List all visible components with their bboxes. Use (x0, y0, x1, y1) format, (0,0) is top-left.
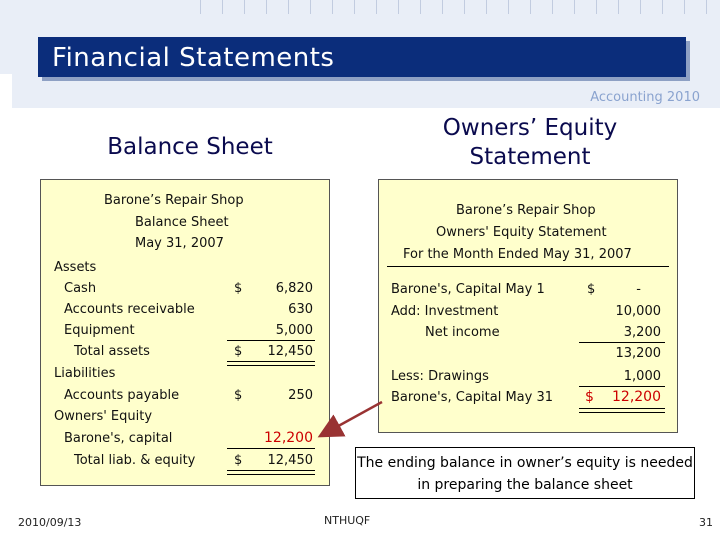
row-total-label: Total liab. & equity (74, 453, 196, 468)
oe-row-investment-label: Add: Investment (391, 304, 499, 319)
bs-title: Balance Sheet (135, 215, 229, 230)
oe-row-begin-amount: - (636, 282, 641, 297)
oe-row-begin-label: Barone's, Capital May 1 (391, 282, 545, 297)
oe-period: For the Month Ended May 31, 2007 (403, 247, 632, 262)
oe-row-subtotal-amount: 13,200 (615, 346, 661, 361)
row-total-assets-label: Total assets (74, 344, 150, 359)
liabilities-label: Liabilities (54, 366, 116, 381)
oe-row-end-label: Barone's, Capital May 31 (391, 390, 554, 405)
footer-center: NTHUQF (324, 514, 371, 527)
owners-equity-label: Owners' Equity (54, 409, 153, 424)
bs-company: Barone’s Repair Shop (104, 193, 244, 208)
row-ar-label: Accounts receivable (64, 302, 195, 317)
row-total-amount: 12,450 (267, 453, 313, 468)
row-total-assets-dollar: $ (234, 344, 243, 359)
row-ap-label: Accounts payable (64, 388, 180, 403)
arrow-line (322, 402, 382, 435)
oe-row-net-income-label: Net income (425, 325, 500, 340)
row-total-dollar: $ (234, 453, 243, 468)
oe-row-end-amount: 12,200 (612, 389, 661, 405)
course-label: Accounting 2010 (590, 90, 700, 105)
row-ap-dollar: $ (234, 388, 243, 403)
oe-company: Barone’s Repair Shop (456, 203, 596, 218)
row-equipment-amount: 5,000 (275, 323, 313, 338)
row-cash-label: Cash (64, 281, 97, 296)
oe-row-begin-dollar: $ (587, 282, 596, 297)
row-cash-dollar: $ (234, 281, 243, 296)
oe-row-net-income-amount: 3,200 (623, 325, 661, 340)
balance-sheet-heading: Balance Sheet (107, 134, 273, 160)
callout-box: The ending balance in owner’s equity is needed in preparing the balance sheet (355, 447, 695, 499)
oe-title: Owners' Equity Statement (436, 225, 607, 240)
oe-row-investment-amount: 10,000 (615, 304, 661, 319)
equity-statement-heading: Owners’ Equity Statement (442, 115, 618, 170)
row-cash-amount: 6,820 (275, 281, 313, 296)
slide-title: Financial Statements (52, 43, 335, 73)
row-ar-amount: 630 (288, 302, 313, 317)
assets-label: Assets (54, 260, 97, 275)
row-capital-amount: 12,200 (264, 430, 313, 446)
footer-date: 2010/09/13 (18, 516, 82, 529)
oe-row-drawings-label: Less: Drawings (391, 369, 489, 384)
oe-row-end-dollar: $ (585, 389, 594, 405)
oe-row-drawings-amount: 1,000 (623, 369, 661, 384)
row-capital-label: Barone's, capital (64, 431, 173, 446)
row-ap-amount: 250 (288, 388, 313, 403)
bs-date: May 31, 2007 (135, 236, 224, 251)
row-total-assets-amount: 12,450 (267, 344, 313, 359)
page-number: 31 (699, 516, 713, 529)
row-equipment-label: Equipment (64, 323, 135, 338)
